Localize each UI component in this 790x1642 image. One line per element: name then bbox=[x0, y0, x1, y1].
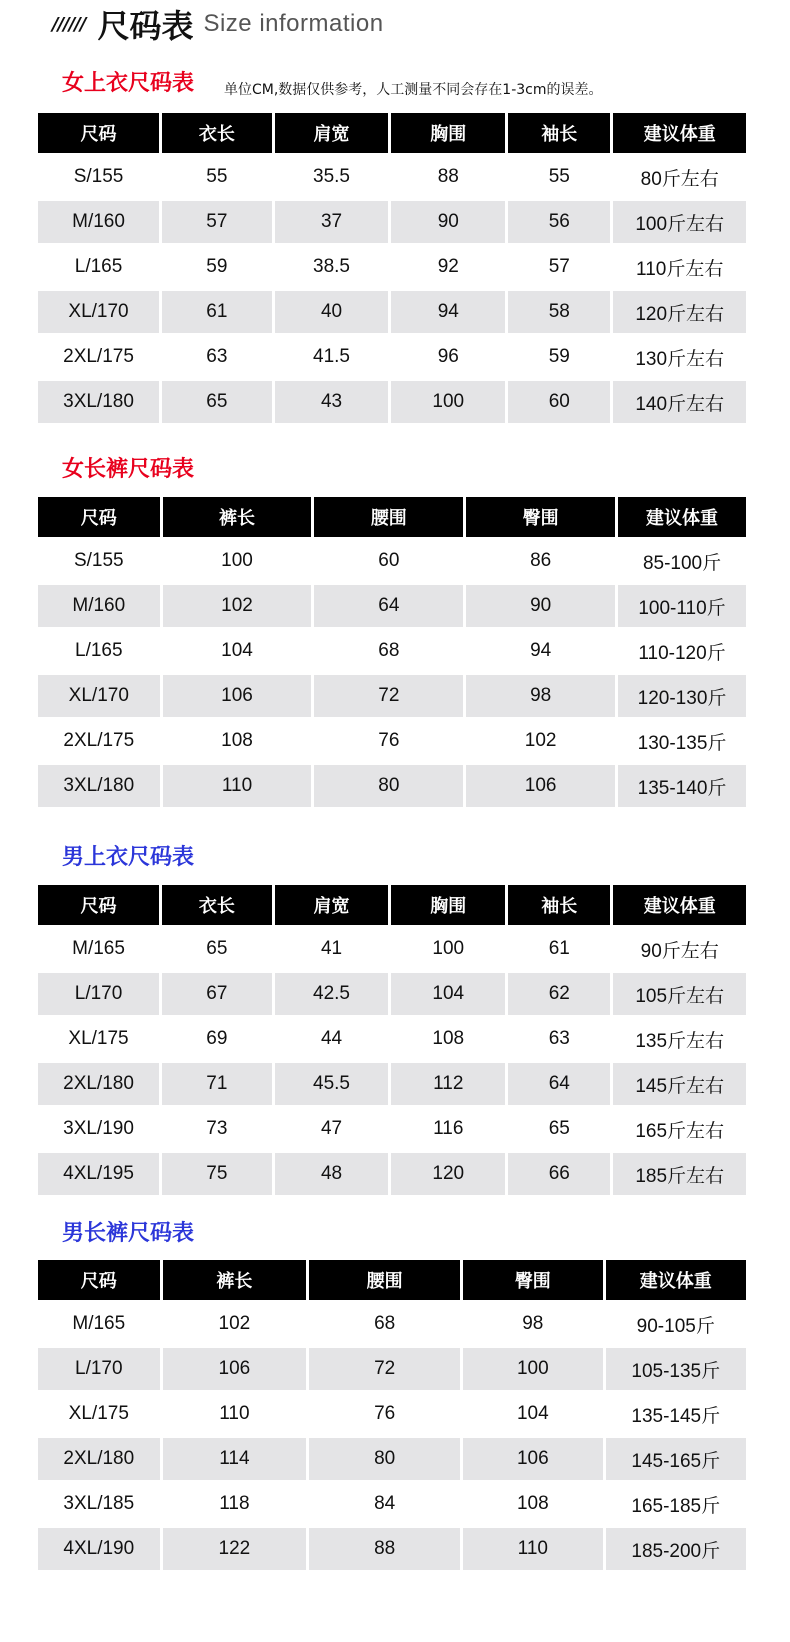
table-cell: L/170 bbox=[38, 1348, 160, 1390]
table-cell: 58 bbox=[508, 291, 610, 333]
table-header-row bbox=[38, 1260, 746, 1300]
table-cell: 59 bbox=[508, 336, 610, 378]
table-cell: 90 bbox=[391, 201, 505, 243]
women-top-table bbox=[35, 110, 749, 426]
table-cell: 135-145斤 bbox=[606, 1393, 746, 1435]
column-header: 肩宽 bbox=[275, 885, 389, 925]
table-cell: 165斤左右 bbox=[613, 1108, 746, 1150]
decorative-slashes: ////// bbox=[52, 13, 86, 35]
column-header: 衣长 bbox=[162, 113, 272, 153]
table-cell: 57 bbox=[508, 246, 610, 288]
table-cell: 80 bbox=[309, 1438, 460, 1480]
table-cell: 41.5 bbox=[275, 336, 389, 378]
table-cell: L/170 bbox=[38, 973, 159, 1015]
table-cell: 114 bbox=[163, 1438, 307, 1480]
table-cell: 76 bbox=[314, 720, 463, 762]
table-cell: 118 bbox=[163, 1483, 307, 1525]
table-cell: 94 bbox=[391, 291, 505, 333]
table-cell: 120斤左右 bbox=[613, 291, 746, 333]
table-cell: 66 bbox=[508, 1153, 610, 1195]
column-header: 建议体重 bbox=[618, 497, 746, 537]
table-cell: 110 bbox=[163, 765, 312, 807]
table-cell: 100-110斤 bbox=[618, 585, 746, 627]
table-cell: 85-100斤 bbox=[618, 540, 746, 582]
table-header-row bbox=[38, 885, 746, 925]
table-cell: 2XL/180 bbox=[38, 1063, 159, 1105]
table-cell: 94 bbox=[466, 630, 615, 672]
table-cell: 165-185斤 bbox=[606, 1483, 746, 1525]
table-cell: 64 bbox=[508, 1063, 610, 1105]
table-cell: 45.5 bbox=[275, 1063, 389, 1105]
table-cell: 65 bbox=[162, 928, 272, 970]
table-cell: 71 bbox=[162, 1063, 272, 1105]
table-cell: 100 bbox=[163, 540, 312, 582]
table-cell: S/155 bbox=[38, 540, 160, 582]
table-row bbox=[38, 1063, 746, 1105]
table-cell: 48 bbox=[275, 1153, 389, 1195]
table-cell: 60 bbox=[508, 381, 610, 423]
table-cell: 120 bbox=[391, 1153, 505, 1195]
table-cell: 80斤左右 bbox=[613, 156, 746, 198]
table-row bbox=[38, 1303, 746, 1345]
page-title: 尺码表 bbox=[97, 7, 194, 45]
table-row bbox=[38, 1438, 746, 1480]
table-row bbox=[38, 1483, 746, 1525]
table-cell: 135-140斤 bbox=[618, 765, 746, 807]
table-cell: 96 bbox=[391, 336, 505, 378]
women-pants-table bbox=[35, 494, 749, 810]
table-cell: XL/170 bbox=[38, 291, 159, 333]
table-cell: 72 bbox=[314, 675, 463, 717]
table-header-row bbox=[38, 113, 746, 153]
table-cell: 69 bbox=[162, 1018, 272, 1060]
column-header: 衣长 bbox=[162, 885, 272, 925]
table-cell: 104 bbox=[163, 630, 312, 672]
column-header: 袖长 bbox=[508, 885, 610, 925]
table-cell: M/165 bbox=[38, 928, 159, 970]
table-cell: M/165 bbox=[38, 1303, 160, 1345]
table-cell: 3XL/190 bbox=[38, 1108, 159, 1150]
table-cell: 88 bbox=[309, 1528, 460, 1570]
table-cell: 55 bbox=[508, 156, 610, 198]
table-cell: XL/175 bbox=[38, 1018, 159, 1060]
table-row bbox=[38, 336, 746, 378]
men-top-title: 男上衣尺码表 bbox=[62, 845, 195, 870]
table-cell: 4XL/190 bbox=[38, 1528, 160, 1570]
table-cell: 64 bbox=[314, 585, 463, 627]
table-cell: L/165 bbox=[38, 630, 160, 672]
table-cell: 42.5 bbox=[275, 973, 389, 1015]
table-row bbox=[38, 973, 746, 1015]
table-cell: 65 bbox=[508, 1108, 610, 1150]
table-cell: 135斤左右 bbox=[613, 1018, 746, 1060]
table-cell: 63 bbox=[508, 1018, 610, 1060]
table-cell: 47 bbox=[275, 1108, 389, 1150]
table-row bbox=[38, 201, 746, 243]
men-pants-table bbox=[35, 1257, 749, 1573]
page-subtitle: Size information bbox=[203, 10, 384, 37]
table-cell: 61 bbox=[162, 291, 272, 333]
table-cell: 60 bbox=[314, 540, 463, 582]
table-cell: 98 bbox=[466, 675, 615, 717]
table-cell: 106 bbox=[163, 1348, 307, 1390]
table-row bbox=[38, 156, 746, 198]
table-row bbox=[38, 246, 746, 288]
table-cell: 76 bbox=[309, 1393, 460, 1435]
column-header: 腰围 bbox=[314, 497, 463, 537]
table-cell: 2XL/180 bbox=[38, 1438, 160, 1480]
table-cell: 59 bbox=[162, 246, 272, 288]
table-cell: 56 bbox=[508, 201, 610, 243]
column-header: 臀围 bbox=[463, 1260, 602, 1300]
table-cell: 2XL/175 bbox=[38, 720, 160, 762]
column-header: 建议体重 bbox=[606, 1260, 746, 1300]
table-cell: 108 bbox=[163, 720, 312, 762]
table-cell: 90斤左右 bbox=[613, 928, 746, 970]
table-row bbox=[38, 675, 746, 717]
table-cell: 145-165斤 bbox=[606, 1438, 746, 1480]
table-cell: 102 bbox=[466, 720, 615, 762]
table-cell: 106 bbox=[463, 1438, 602, 1480]
table-cell: 140斤左右 bbox=[613, 381, 746, 423]
table-cell: XL/175 bbox=[38, 1393, 160, 1435]
women-pants-title: 女长裤尺码表 bbox=[62, 457, 195, 482]
table-cell: 110-120斤 bbox=[618, 630, 746, 672]
table-cell: M/160 bbox=[38, 201, 159, 243]
men-pants-title: 男长裤尺码表 bbox=[62, 1221, 195, 1246]
table-cell: 92 bbox=[391, 246, 505, 288]
table-cell: 67 bbox=[162, 973, 272, 1015]
table-cell: 68 bbox=[309, 1303, 460, 1345]
table-cell: 185-200斤 bbox=[606, 1528, 746, 1570]
table-cell: 4XL/195 bbox=[38, 1153, 159, 1195]
table-cell: 100斤左右 bbox=[613, 201, 746, 243]
table-cell: 57 bbox=[162, 201, 272, 243]
table-cell: 61 bbox=[508, 928, 610, 970]
table-cell: 43 bbox=[275, 381, 389, 423]
table-row bbox=[38, 765, 746, 807]
column-header: 尺码 bbox=[38, 497, 160, 537]
table-header-row bbox=[38, 497, 746, 537]
table-cell: 120-130斤 bbox=[618, 675, 746, 717]
table-row bbox=[38, 585, 746, 627]
column-header: 胸围 bbox=[391, 885, 505, 925]
table-row bbox=[38, 1393, 746, 1435]
table-cell: M/160 bbox=[38, 585, 160, 627]
table-cell: 110 bbox=[463, 1528, 602, 1570]
table-cell: 100 bbox=[391, 928, 505, 970]
table-cell: 112 bbox=[391, 1063, 505, 1105]
table-cell: 73 bbox=[162, 1108, 272, 1150]
table-cell: 86 bbox=[466, 540, 615, 582]
column-header: 建议体重 bbox=[613, 885, 746, 925]
table-cell: 35.5 bbox=[275, 156, 389, 198]
table-cell: 41 bbox=[275, 928, 389, 970]
table-cell: S/155 bbox=[38, 156, 159, 198]
table-cell: 106 bbox=[163, 675, 312, 717]
table-cell: 90-105斤 bbox=[606, 1303, 746, 1345]
table-cell: 63 bbox=[162, 336, 272, 378]
column-header: 腰围 bbox=[309, 1260, 460, 1300]
table-row bbox=[38, 1018, 746, 1060]
table-cell: 110 bbox=[163, 1393, 307, 1435]
table-row bbox=[38, 1528, 746, 1570]
table-cell: 3XL/185 bbox=[38, 1483, 160, 1525]
measurement-note: 单位CM,数据仅供参考，人工测量不同会存在1-3cm的误差。 bbox=[224, 82, 603, 98]
table-cell: 62 bbox=[508, 973, 610, 1015]
table-cell: 38.5 bbox=[275, 246, 389, 288]
table-row bbox=[38, 1108, 746, 1150]
table-cell: 185斤左右 bbox=[613, 1153, 746, 1195]
table-cell: 68 bbox=[314, 630, 463, 672]
column-header: 肩宽 bbox=[275, 113, 389, 153]
table-cell: 104 bbox=[391, 973, 505, 1015]
table-cell: 130-135斤 bbox=[618, 720, 746, 762]
table-cell: XL/170 bbox=[38, 675, 160, 717]
table-cell: 88 bbox=[391, 156, 505, 198]
column-header: 尺码 bbox=[38, 885, 159, 925]
men-top-table bbox=[35, 882, 749, 1198]
table-row bbox=[38, 1153, 746, 1195]
page-header bbox=[52, 0, 384, 48]
table-cell: 145斤左右 bbox=[613, 1063, 746, 1105]
table-cell: 100 bbox=[463, 1348, 602, 1390]
table-cell: L/165 bbox=[38, 246, 159, 288]
table-row bbox=[38, 928, 746, 970]
table-cell: 122 bbox=[163, 1528, 307, 1570]
table-cell: 108 bbox=[391, 1018, 505, 1060]
table-row bbox=[38, 381, 746, 423]
table-cell: 130斤左右 bbox=[613, 336, 746, 378]
table-cell: 3XL/180 bbox=[38, 765, 160, 807]
table-cell: 72 bbox=[309, 1348, 460, 1390]
column-header: 胸围 bbox=[391, 113, 505, 153]
table-cell: 105斤左右 bbox=[613, 973, 746, 1015]
table-cell: 104 bbox=[463, 1393, 602, 1435]
column-header: 裤长 bbox=[163, 497, 312, 537]
table-row bbox=[38, 291, 746, 333]
column-header: 尺码 bbox=[38, 113, 159, 153]
column-header: 尺码 bbox=[38, 1260, 160, 1300]
table-cell: 102 bbox=[163, 585, 312, 627]
table-cell: 102 bbox=[163, 1303, 307, 1345]
table-row bbox=[38, 540, 746, 582]
table-cell: 108 bbox=[463, 1483, 602, 1525]
table-cell: 2XL/175 bbox=[38, 336, 159, 378]
table-row bbox=[38, 1348, 746, 1390]
table-cell: 55 bbox=[162, 156, 272, 198]
women-top-title: 女上衣尺码表 bbox=[62, 71, 195, 96]
table-cell: 75 bbox=[162, 1153, 272, 1195]
table-cell: 40 bbox=[275, 291, 389, 333]
table-row bbox=[38, 630, 746, 672]
column-header: 建议体重 bbox=[613, 113, 746, 153]
column-header: 裤长 bbox=[163, 1260, 307, 1300]
table-row bbox=[38, 720, 746, 762]
column-header: 袖长 bbox=[508, 113, 610, 153]
table-cell: 37 bbox=[275, 201, 389, 243]
table-cell: 3XL/180 bbox=[38, 381, 159, 423]
table-cell: 90 bbox=[466, 585, 615, 627]
table-cell: 105-135斤 bbox=[606, 1348, 746, 1390]
table-cell: 65 bbox=[162, 381, 272, 423]
column-header: 臀围 bbox=[466, 497, 615, 537]
table-cell: 98 bbox=[463, 1303, 602, 1345]
table-cell: 80 bbox=[314, 765, 463, 807]
table-cell: 110斤左右 bbox=[613, 246, 746, 288]
table-cell: 100 bbox=[391, 381, 505, 423]
table-cell: 84 bbox=[309, 1483, 460, 1525]
table-cell: 116 bbox=[391, 1108, 505, 1150]
table-cell: 44 bbox=[275, 1018, 389, 1060]
table-cell: 106 bbox=[466, 765, 615, 807]
